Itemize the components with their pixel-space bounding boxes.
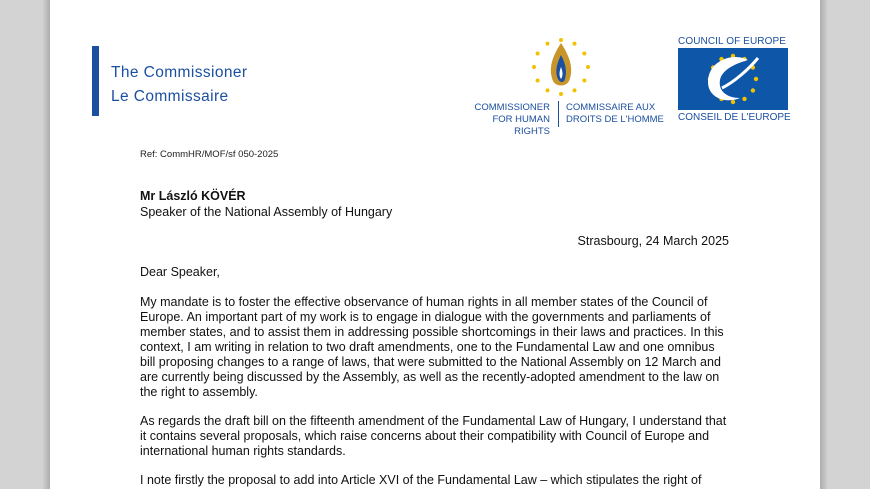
paragraph-3: I note firstly the proposal to add into Article XVI of the Fundamental Law – which stipulates the right of <box>140 473 702 487</box>
document-page <box>50 0 820 489</box>
place-and-date: Strasbourg, 24 March 2025 <box>577 234 729 248</box>
star-icon <box>754 77 758 81</box>
emblem-caption-en-line1: COMMISSIONER <box>474 102 550 113</box>
salutation: Dear Speaker, <box>140 265 220 279</box>
emblem-caption-fr-line2: DROITS DE L'HOMME <box>566 114 664 125</box>
coe-name-fr: CONSEIL DE L'EUROPE <box>678 112 791 123</box>
commissioner-title-fr: Le Commissaire <box>111 88 229 105</box>
commissioner-title-en: The Commissioner <box>111 64 248 81</box>
star-icon <box>546 88 550 92</box>
star-icon <box>559 38 563 42</box>
star-icon <box>742 97 746 101</box>
star-icon <box>586 65 590 69</box>
star-icon <box>573 42 577 46</box>
header-accent-bar <box>92 46 99 116</box>
star-icon <box>582 52 586 56</box>
page-shadow-left <box>42 0 50 489</box>
star-icon <box>536 52 540 56</box>
star-icon <box>582 79 586 83</box>
star-icon <box>731 100 735 104</box>
commissioner-emblem-icon <box>528 37 594 97</box>
star-icon <box>536 79 540 83</box>
star-icon <box>559 92 563 96</box>
recipient-name: Mr László KÖVÉR <box>140 189 246 203</box>
emblem-caption-fr-line1: COMMISSAIRE AUX <box>566 102 656 113</box>
star-icon <box>546 42 550 46</box>
emblem-caption-en-line2: FOR HUMAN RIGHTS <box>492 114 550 137</box>
star-icon <box>532 65 536 69</box>
star-icon <box>573 88 577 92</box>
caption-divider <box>558 101 559 127</box>
paragraph-2: As regards the draft bill on the fifteenth amendment of the Fundamental Law of Hungary, I understand that it contains several proposals, which raise concerns about their compatibility with Council of Europe and international human rights standards. <box>140 414 727 458</box>
coe-name-en: COUNCIL OF EUROPE <box>678 36 787 47</box>
emblem-caption-fr <box>566 102 664 126</box>
page-shadow-right <box>820 0 828 489</box>
paragraph-1: My mandate is to foster the effective observance of human rights in all member states of the Council of Europe. An important part of my work is to engage in dialogue with the governments and parliaments of member states, and to assist them in addressing possible shortcomings in their laws and practices. In this context, I am writing in relation to two draft amendments, one to the Fundamental Law and one omnibus bill proposing changes to a range of laws, that were submitted to the National Assembly on 12 March and are currently being discussed by the Assembly, as well as the recently-adopted amendment to the law on the right to assembly. <box>140 295 724 399</box>
star-icon <box>751 88 755 92</box>
recipient-title: Speaker of the National Assembly of Hungary <box>140 205 393 219</box>
reference-number: Ref: CommHR/MOF/sf 050-2025 <box>140 149 279 160</box>
coe-logo-icon <box>678 48 788 110</box>
emblem-caption-en <box>456 102 550 138</box>
